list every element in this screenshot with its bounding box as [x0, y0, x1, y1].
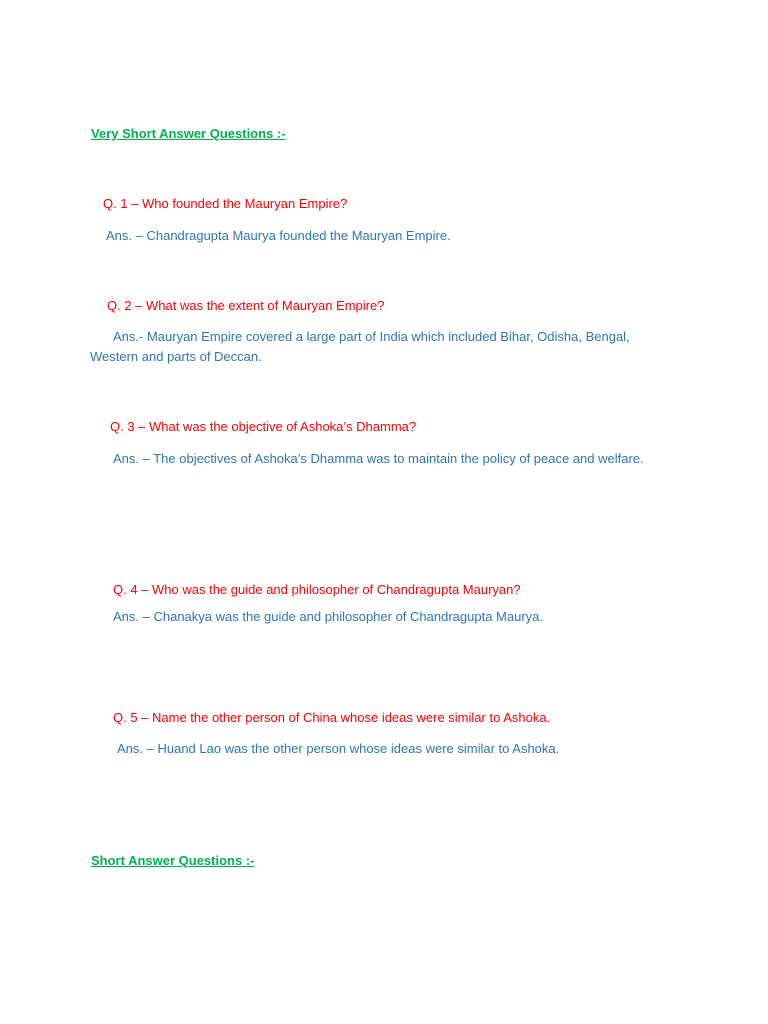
- section-heading-very-short: Very Short Answer Questions :-: [91, 126, 286, 141]
- question-4: Q. 4 – Who was the guide and philosopher of Chandragupta Mauryan?: [113, 582, 521, 597]
- question-1: Q. 1 – Who founded the Mauryan Empire?: [103, 196, 348, 211]
- section-heading-short: Short Answer Questions :-: [91, 853, 255, 868]
- question-5: Q. 5 – Name the other person of China whose ideas were similar to Ashoka.: [113, 710, 551, 725]
- answer-1: Ans. – Chandragupta Maurya founded the Mauryan Empire.: [106, 228, 451, 243]
- answer-3: Ans. – The objectives of Ashoka’s Dhamma was to maintain the policy of peace and welfare.: [113, 451, 644, 466]
- question-2: Q. 2 – What was the extent of Mauryan Empire?: [107, 298, 385, 313]
- answer-2: Ans.- Mauryan Empire covered a large part of India which included Bihar, Odisha, Bengal, Western and parts of Deccan.: [90, 329, 630, 364]
- answer-5: Ans. – Huand Lao was the other person whose ideas were similar to Ashoka.: [117, 741, 560, 756]
- question-3: Q. 3 – What was the objective of Ashoka’s Dhamma?: [110, 419, 417, 434]
- answer-4: Ans. – Chanakya was the guide and philosopher of Chandragupta Maurya.: [113, 609, 544, 624]
